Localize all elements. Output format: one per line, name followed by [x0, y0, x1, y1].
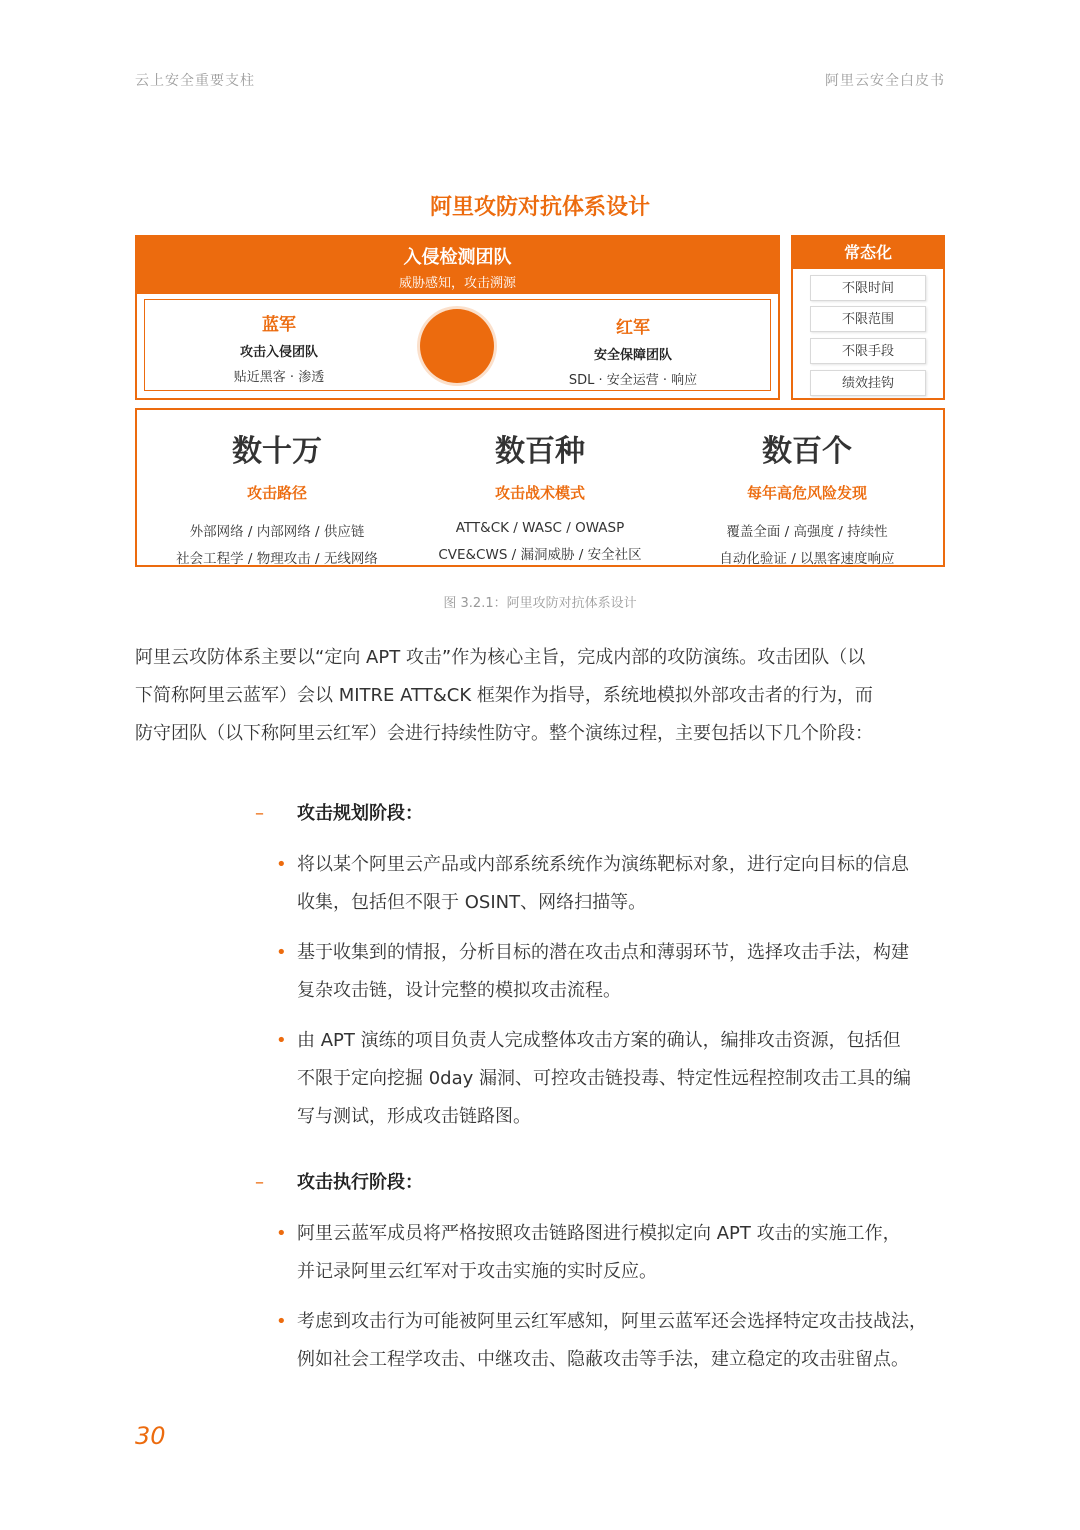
stat-label: 攻击战术模式 — [494, 484, 585, 502]
bullet-line: 并记录阿里云红军对于攻击实施的实时反应。 — [297, 1261, 657, 1282]
normalization-item: 不限范围 — [810, 306, 926, 332]
bullet-line: 由 APT 演练的项目负责人完成整体攻击方案的确认，编排攻击资源，包括但 — [297, 1030, 901, 1051]
bullet-line: 基于收集到的情报，分析目标的潜在攻击点和薄弱环节，选择攻击手法，构建 — [297, 942, 909, 963]
bullet-item — [276, 934, 946, 1010]
red-team — [493, 313, 773, 388]
bullet-line: 收集，包括但不限于 OSINT、网络扫描等。 — [297, 892, 647, 913]
dash-marker: – — [255, 1172, 264, 1193]
section-title: 攻击规划阶段： — [297, 803, 423, 824]
stat-attack-paths — [142, 426, 412, 567]
stat-value: 数百个 — [762, 434, 852, 469]
figure-caption: 图 3.2.1：阿里攻防对抗体系设计 — [443, 596, 637, 611]
stat-value: 数十万 — [232, 434, 322, 469]
bullet-item — [276, 1215, 946, 1291]
page-number: 30 — [135, 1422, 166, 1450]
stat-attack-tactics — [405, 426, 675, 563]
stat-detail: 社会工程学 / 物理攻击 / 无线网络 — [176, 551, 378, 567]
running-header-section: 云上安全重要支柱 — [135, 73, 255, 89]
stat-value: 数百种 — [495, 434, 585, 469]
bullet-item — [276, 1022, 946, 1136]
stat-detail: 外部网络 / 内部网络 / 供应链 — [189, 524, 365, 540]
paragraph-line: 防守团队（以下称阿里云红军）会进行持续性防守。整个演练过程，主要包括以下几个阶段： — [135, 723, 873, 744]
section-heading-execution — [255, 1168, 423, 1194]
intro-paragraph — [135, 639, 945, 753]
normalization-item: 不限手段 — [810, 338, 926, 364]
blue-team-name: 蓝军 — [262, 315, 296, 335]
bullet-line: 将以某个阿里云产品或内部系统系统作为演练靶标对象，进行定向目标的信息 — [297, 854, 909, 875]
blue-team-role: 攻击入侵团队 — [239, 345, 318, 360]
bullet-dot-icon: • — [276, 1311, 287, 1332]
bullet-line: 阿里云蓝军成员将严格按照攻击链路图进行模拟定向 APT 攻击的实施工作， — [297, 1223, 901, 1244]
red-team-desc: SDL · 安全运营 · 响应 — [568, 373, 698, 388]
stat-detail: 自动化验证 / 以黑客速度响应 — [719, 551, 895, 567]
normalization-item: 不限时间 — [810, 275, 926, 301]
red-team-role: 安全保障团队 — [593, 348, 672, 363]
section-heading-planning — [255, 799, 423, 825]
normalization-title: 常态化 — [793, 237, 943, 269]
bullet-dot-icon: • — [276, 942, 287, 963]
center-circle — [420, 309, 494, 383]
normalization-item: 绩效挂钩 — [810, 370, 926, 396]
intrusion-detection-subtitle: 威胁感知，攻击溯源 — [398, 276, 516, 291]
dash-marker: – — [255, 803, 264, 824]
bullet-line: 考虑到攻击行为可能被阿里云红军感知，阿里云蓝军还会选择特定攻击技战法， — [297, 1311, 927, 1332]
paragraph-line: 下简称阿里云蓝军）会以 MITRE ATT&CK 框架作为指导，系统地模拟外部攻击者的行为，而 — [135, 685, 873, 706]
blue-team — [139, 310, 419, 385]
stat-detail: 覆盖全面 / 高强度 / 持续性 — [726, 524, 888, 540]
stat-risk-findings — [672, 426, 942, 567]
stat-detail: ATT&CK / WASC / OWASP — [455, 520, 625, 536]
bullet-item — [276, 846, 946, 922]
bullet-dot-icon: • — [276, 1030, 287, 1051]
teams-box — [144, 299, 771, 391]
stat-label: 每年高危风险发现 — [746, 484, 867, 502]
intrusion-detection-title: 入侵检测团队 — [403, 247, 512, 268]
stat-label: 攻击路径 — [246, 484, 307, 502]
stats-box — [135, 408, 945, 567]
stat-detail: CVE&CWS / 漏洞威胁 / 安全社区 — [438, 547, 642, 563]
bullet-line: 写与测试，形成攻击链路图。 — [297, 1106, 531, 1127]
section-title: 攻击执行阶段： — [297, 1172, 423, 1193]
intrusion-detection-box — [135, 235, 780, 400]
normalization-box — [791, 235, 945, 400]
bullet-line: 复杂攻击链，设计完整的模拟攻击流程。 — [297, 980, 621, 1001]
figure-title: 阿里攻防对抗体系设计 — [429, 195, 650, 220]
bullet-line: 例如社会工程学攻击、中继攻击、隐蔽攻击等手法，建立稳定的攻击驻留点。 — [297, 1349, 909, 1370]
bullet-line: 不限于定向挖掘 0day 漏洞、可控攻击链投毒、特定性远程控制攻击工具的编 — [297, 1068, 912, 1089]
bullet-dot-icon: • — [276, 854, 287, 875]
bullet-item — [276, 1303, 946, 1379]
intrusion-detection-header — [137, 237, 778, 294]
paragraph-line: 阿里云攻防体系主要以“定向 APT 攻击”作为核心主旨，完成内部的攻防演练。攻击团队（以 — [135, 647, 866, 668]
running-header-title: 阿里云安全白皮书 — [825, 73, 945, 89]
blue-team-desc: 贴近黑客 · 渗透 — [233, 370, 325, 385]
bullet-dot-icon: • — [276, 1223, 287, 1244]
red-team-name: 红军 — [616, 318, 650, 338]
